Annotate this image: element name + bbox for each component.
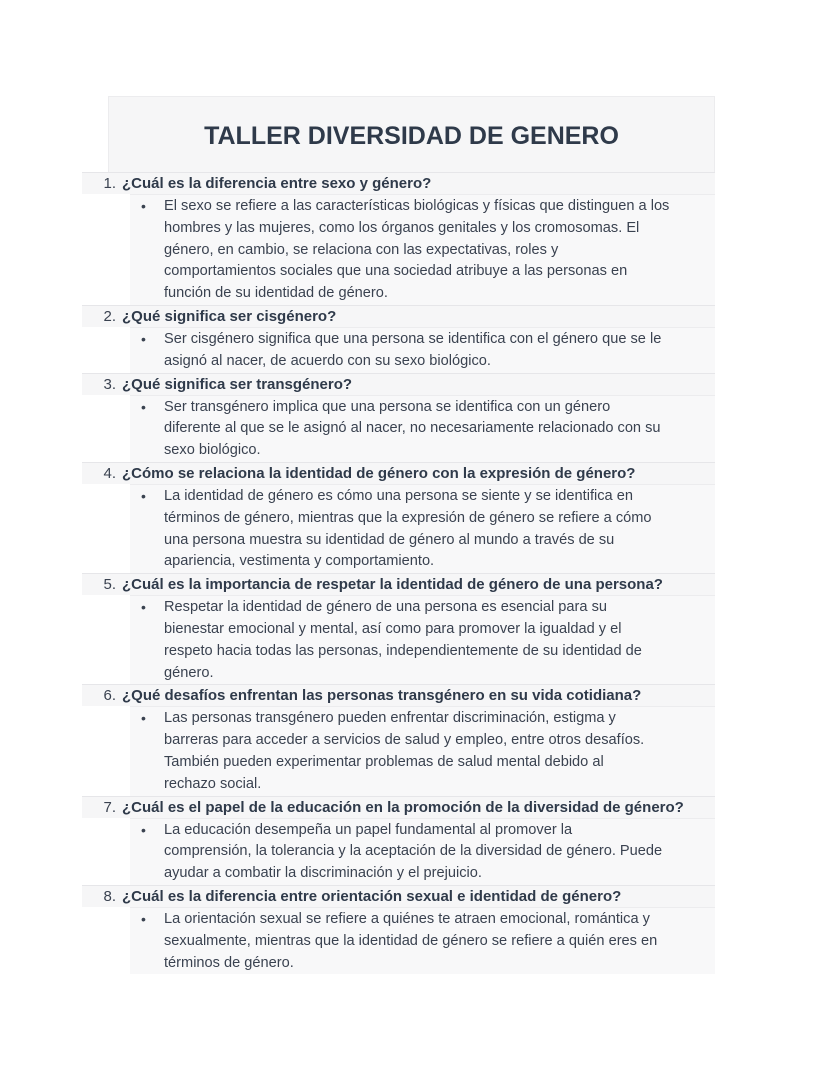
bullet-icon: • [141,821,146,838]
bullet-icon: • [141,710,146,727]
answer-line: comprensión, la tolerancia y la aceptación de la diversidad de género. Puede [164,843,663,860]
answer-line: sexo biológico. [164,442,261,459]
answer-line: comportamientos sociales que una sociedad atribuye a las personas en [164,263,628,280]
answer-line: sexualmente, mientras que la identidad de género se refiere a quién eres en [164,932,658,949]
answer-line: Ser cisgénero significa que una persona se identifica con el género que se le [164,330,662,347]
answer-line: género, en cambio, se relaciona con las expectativas, roles y [164,241,559,258]
question-text: ¿Cuál es la importancia de respetar la identidad de género de una persona? [122,576,663,594]
answer-item [130,595,715,684]
answer-line: asignó al nacer, de acuerdo con su sexo biológico. [164,352,491,369]
answer-line: rechazo social. [164,775,262,792]
answer-line: términos de género, mientras que la expresión de género se refiere a cómo [164,509,652,526]
title-box [108,96,715,172]
answer-item [130,706,715,795]
answer-line: una persona muestra su identidad de género al mundo a través de su [164,531,615,548]
answer-line: función de su identidad de género. [164,285,388,302]
answer-line: bienestar emocional y mental, así como para promover la igualdad y el [164,620,622,637]
question-number: 3. [103,375,116,393]
answer-line: La educación desempeña un papel fundamental al promover la [164,821,573,838]
question-row [82,373,715,395]
question-text: ¿Cuál es el papel de la educación en la promoción de la diversidad de género? [122,798,684,816]
bullet-icon: • [141,198,146,214]
question-text: ¿Qué significa ser cisgénero? [122,307,337,325]
question-row [82,885,715,907]
answer-line: La orientación sexual se refiere a quiénes te atraen emocional, romántica y [164,910,650,927]
question-row [82,684,715,706]
bullet-icon: • [141,599,146,616]
question-row [82,305,715,327]
question-row [82,172,715,194]
question-number: 2. [103,307,116,325]
question-number: 5. [103,576,116,594]
answer-line: diferente al que se le asignó al nacer, no necesariamente relacionado con su [164,420,661,437]
answer-line: género. [164,664,214,681]
answer-item [130,327,715,373]
answer-item [130,818,715,885]
question-text: ¿Qué desafíos enfrentan las personas transgénero en su vida cotidiana? [122,687,642,705]
question-number: 4. [103,464,116,482]
answer-line: respeto hacia todas las personas, independientemente de su identidad de [164,642,642,659]
question-list [82,172,715,974]
question-text: ¿Qué significa ser transgénero? [122,375,353,393]
document-title: TALLER DIVERSIDAD DE GENERO [204,122,619,150]
answer-line: barreras para acceder a servicios de salud y empleo, entre otros desafíos. [164,732,645,749]
document [82,96,715,974]
answer-item [130,194,715,305]
bullet-icon: • [141,487,146,504]
answer-item [130,484,715,573]
question-row [82,573,715,595]
answer-line: Respetar la identidad de género de una persona es esencial para su [164,599,607,616]
question-number: 6. [103,687,116,705]
answer-line: hombres y las mujeres, como los órganos genitales y los cromosomas. El [164,219,640,236]
answer-line: Ser transgénero implica que una persona se identifica con un género [164,398,611,415]
answer-line: El sexo se refiere a las características biológicas y físicas que distinguen a los [164,198,670,214]
question-text: ¿Cuál es la diferencia entre orientación sexual e identidad de género? [122,887,622,905]
bullet-icon: • [141,330,146,347]
answer-line: También pueden experimentar problemas de salud mental debido al [164,753,604,770]
question-text: ¿Cómo se relaciona la identidad de género con la expresión de género? [122,464,636,482]
question-number: 1. [103,175,116,192]
question-number: 8. [103,887,116,905]
answer-item [130,395,715,462]
question-row [82,796,715,818]
question-row [82,462,715,484]
answer-line: Las personas transgénero pueden enfrentar discriminación, estigma y [164,710,616,727]
answer-line: términos de género. [164,954,294,971]
answer-item [130,907,715,974]
question-number: 7. [103,798,116,816]
answer-line: ayudar a combatir la discriminación y el prejuicio. [164,865,482,882]
answer-line: apariencia, vestimenta y comportamiento. [164,553,435,570]
bullet-icon: • [141,910,146,927]
question-text: ¿Cuál es la diferencia entre sexo y género? [122,175,432,192]
answer-line: La identidad de género es cómo una persona se siente y se identifica en [164,487,633,504]
bullet-icon: • [141,398,146,415]
